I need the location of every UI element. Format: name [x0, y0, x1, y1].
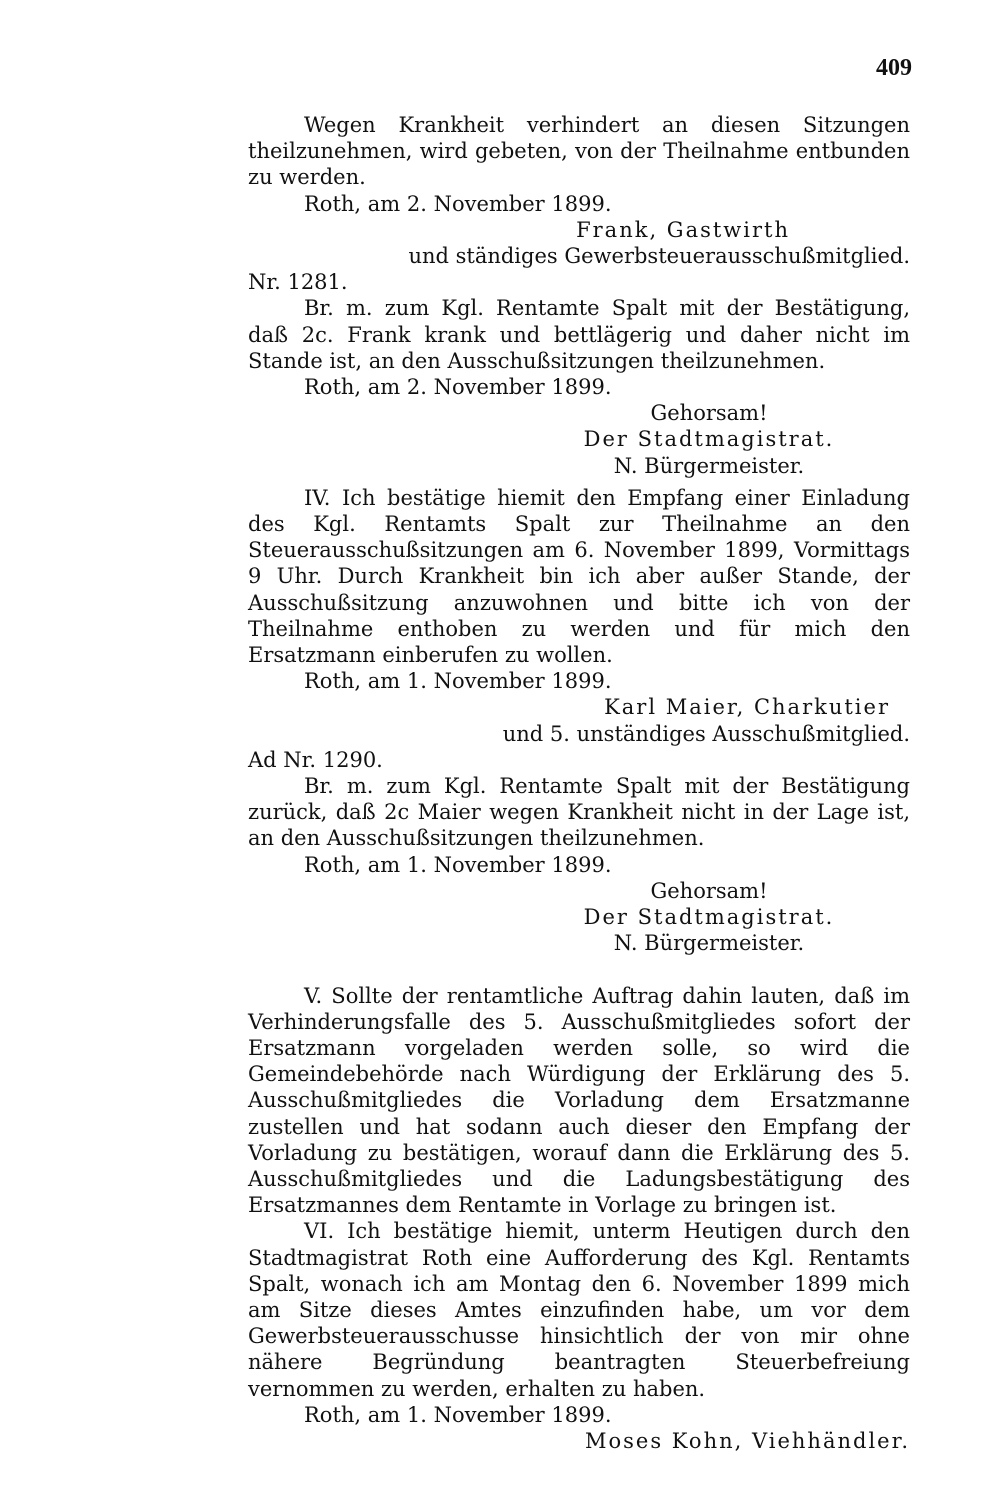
paragraph-vi: VI. Ich bestätige hiemit, unterm Heutigen durch den Stadtmagistrat Roth eine Aufforderung des Kgl. Rentamts Spalt, wonach ich am Montag den 6. November 1899 mich am Sitze dieses Amtes einzufinden habe, um vor dem Gewerbsteuerausschusse hinsichtlich der von mir ohne nähere Begründung beantragten Steuerbefreiung vernommen zu werden, erhalten zu haben.: [248, 1219, 910, 1401]
paragraph-sick-request: Wegen Krankheit verhindert an diesen Sitzungen theilzunehmen, wird gebeten, von der Theilnahme entbunden zu werden.: [248, 113, 910, 190]
reference-number: Ad Nr. 1290.: [248, 747, 383, 772]
paragraph-forwarding: Br. m. zum Kgl. Rentamte Spalt mit der Bestätigung zurück, daß 2c Maier wegen Krankheit nicht in der Lage ist, an den Ausschußsitzungen theilzunehmen.: [248, 774, 910, 851]
closing-salutation: Gehorsam!: [650, 401, 768, 426]
signature-role: und 5. unständiges Ausschußmitglied.: [502, 721, 910, 746]
date-line: Roth, am 2. November 1899.: [304, 375, 612, 400]
date-line: Roth, am 1. November 1899.: [304, 852, 612, 877]
paragraph-v: V. Sollte der rentamtliche Auftrag dahin lauten, daß im Verhinderungsfalle des 5. Ausschußmitgliedes sofort der Ersatzmann vorgeladen werden solle, so wird die Gemeindebehörde nach Würdigung der Erklärung des 5. Ausschußmitgliedes die Vorladung dem Ersatzmanne zustellen und hat sodann auch dieser den Empfang der Vorladung zu bestätigen, worauf dann die Erklärung des 5. Ausschußmitgliedes und die Ladungsbestätigung des Ersatzmannes dem Rentamte in Vorlage zu bringen ist.: [248, 983, 910, 1218]
page-body: [248, 112, 910, 1454]
issuing-authority: Der Stadtmagistrat.: [583, 427, 835, 452]
signature-name: Frank, Gastwirth: [576, 217, 790, 242]
paragraph-forwarding: Br. m. zum Kgl. Rentamte Spalt mit der Bestätigung, daß 2c. Frank krank und bettlägerig und daher nicht im Stande ist, an den Ausschußsitzungen theilzunehmen.: [248, 296, 910, 373]
signatory-title: N. Bürgermeister.: [613, 931, 805, 956]
signatory-title: N. Bürgermeister.: [613, 453, 805, 478]
closing-salutation: Gehorsam!: [650, 878, 768, 903]
signature-name: Karl Maier, Charkutier: [604, 695, 890, 720]
date-line: Roth, am 2. November 1899.: [304, 191, 612, 216]
signature-role: und ständiges Gewerbsteuerausschußmitglied.: [408, 244, 910, 269]
paragraph-iv: IV. Ich bestätige hiemit den Empfang einer Einladung des Kgl. Rentamts Spalt zur Theilnahme an den Steuerausschußsitzungen am 6. November 1899, Vormittags 9 Uhr. Durch Krankheit bin ich aber außer Stande, der Ausschußsitzung anzuwohnen und bitte ich von der Theilnahme enthoben zu werden und für mich den Ersatzmann einberufen zu wollen.: [248, 485, 910, 668]
date-line: Roth, am 1. November 1899.: [304, 669, 612, 694]
issuing-authority: Der Stadtmagistrat.: [583, 905, 835, 930]
date-line: Roth, am 1. November 1899.: [304, 1402, 612, 1427]
signature-name: Moses Kohn, Viehhändler.: [585, 1428, 910, 1453]
reference-number: Nr. 1281.: [248, 270, 348, 295]
page-number: 409: [876, 55, 912, 81]
